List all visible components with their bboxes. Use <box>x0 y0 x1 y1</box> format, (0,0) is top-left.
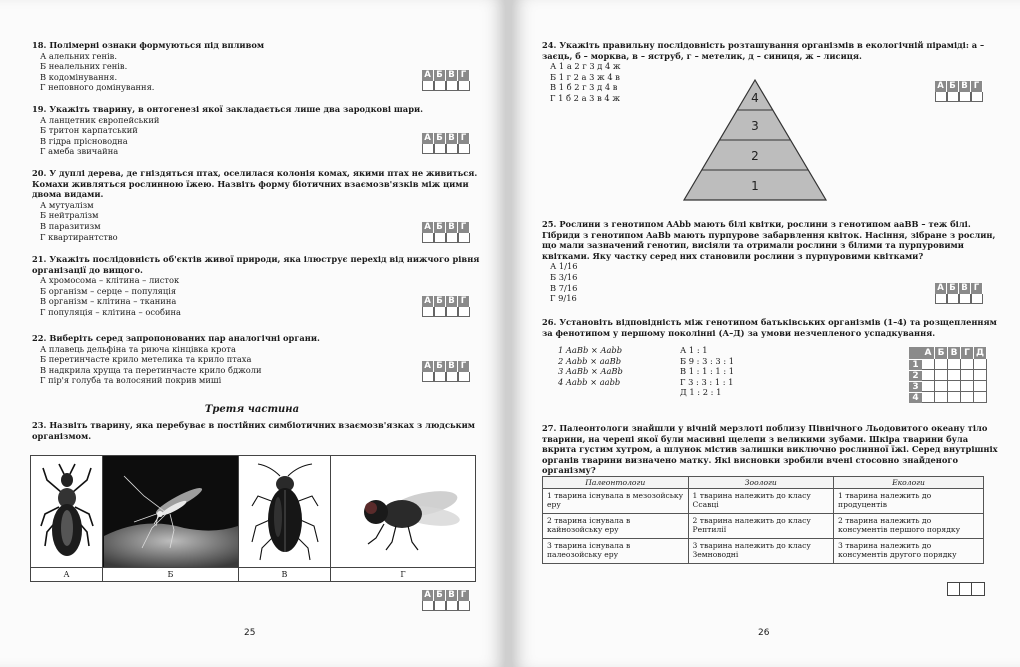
q18-option-a: А алельних генів. <box>40 50 117 61</box>
q23-label-a: А <box>31 567 102 581</box>
q24-option-a: А 1 а 2 г 3 д 4 ж <box>550 61 621 72</box>
q26-left-2: 2 Aabb × aaBb <box>558 355 622 366</box>
page-number-left: 25 <box>244 628 256 638</box>
question-21 <box>32 254 482 318</box>
q25-option-b: Б 3/16 <box>550 271 578 282</box>
table-row: 2 тварина існувала в кайнозойську еру 2 тварина належить до класу Рептилії 2 тварина належить до консументів першого порядку <box>543 514 984 539</box>
q25-answer-box[interactable]: А Б В Г <box>935 283 983 304</box>
q26-left-column <box>550 345 670 387</box>
q23-label-c: В <box>239 567 330 581</box>
q27-header-zoologists: Зоологи <box>688 477 834 489</box>
question-23 <box>32 420 477 441</box>
pyramid-level-4: 4 <box>751 91 759 105</box>
question-19 <box>32 104 482 157</box>
q19-option-b: Б тритон карпатський <box>40 125 138 136</box>
q20-option-b: Б нейтралізм <box>40 210 99 221</box>
q19-option-d: Г амеба звичайна <box>40 146 119 157</box>
cockroach-icon <box>250 462 320 562</box>
fly-icon <box>338 472 468 552</box>
question-25 <box>542 219 1000 304</box>
q21-option-b: Б організм – серце – популяція <box>40 285 177 296</box>
q19-answer-box[interactable]: А Б В Г <box>422 133 470 154</box>
pyramid-level-1: 1 <box>751 179 759 193</box>
q23-title: 23. Назвіть тварину, яка перебуває в постійних симбіотичних взаємозв'язках з людським організмом. <box>32 420 475 441</box>
q24-option-d: Г 1 б 2 а 3 в 4 ж <box>550 92 620 103</box>
question-18 <box>32 40 482 93</box>
q25-option-d: Г 9/16 <box>550 293 577 304</box>
q23-image-a[interactable] <box>31 456 103 581</box>
pyramid-level-3: 3 <box>751 119 759 133</box>
q26-right-c: В 1 : 1 : 1 : 1 <box>680 366 735 377</box>
q23-image-b[interactable] <box>103 456 239 581</box>
q20-option-a: А мутуалізм <box>40 199 94 210</box>
question-20 <box>32 168 482 242</box>
q26-left-1: 1 AaBb × Aabb <box>558 345 623 355</box>
q21-option-d: Г популяція – клітина – особина <box>40 306 181 317</box>
q18-answer-box[interactable]: А Б В Г <box>422 70 470 91</box>
table-row: 3 тварина існувала в палеозойську еру 3 тварина належить до класу Земноводні 3 тварина належить до консументів другого порядку <box>543 539 984 564</box>
q19-option-c: В гідра прісноводна <box>40 135 128 146</box>
q19-title: 19. Укажіть тварину, в онтогенезі якої закладається лише два зародкові шари. <box>32 104 424 114</box>
q23-image-c[interactable] <box>239 456 331 581</box>
q23-image-row <box>30 455 476 582</box>
q18-title: 18. Полімерні ознаки формуються під впливом <box>32 40 265 50</box>
q23-image-d[interactable] <box>331 456 475 581</box>
q26-right-b: Б 9 : 3 : 3 : 1 <box>680 355 735 366</box>
q23-label-b: Б <box>103 567 238 581</box>
q24-option-b: Б 1 г 2 а 3 ж 4 в <box>550 71 620 82</box>
ecological-pyramid <box>680 76 830 204</box>
q21-option-a: А хромосома – клітина – листок <box>40 275 180 286</box>
q22-option-a: А плавець дельфіна та риюча кінцівка крота <box>40 343 236 354</box>
question-22 <box>32 333 482 386</box>
q20-answer-box[interactable]: А Б В Г <box>422 222 470 243</box>
q24-answer-box[interactable]: А Б В Г <box>935 81 983 102</box>
q26-right-a: А 1 : 1 <box>680 345 708 355</box>
q24-option-c: В 1 б 2 г 3 д 4 в <box>550 82 618 93</box>
q27-header-paleontologists: Палеонтологи <box>543 477 689 489</box>
q24-title: 24. Укажіть правильну послідовність розташування організмів в екологічній піраміді: а – заєць, б – морква, в – яструб, г – метелик, д – синиця, ж – лисиця. <box>542 40 985 61</box>
q21-option-c: В організм – клітина – тканина <box>40 296 177 307</box>
q20-title: 20. У дуплі дерева, де гніздяться птах, оселилася колонія комах, якими птах не живиться. Комахи живляться рослинною їжею. Назвіть форму біотичних взаємозв'язків між цими двома видами. <box>32 168 478 200</box>
q23-label-d: Г <box>331 567 475 581</box>
q26-title: 26. Установіть відповідність між генотипом батьківських організмів (1–4) та розщепленням за фенотипом у першому поколінні (А–Д) за умови незчепленого успадкування. <box>542 317 997 338</box>
q25-title: 25. Рослини з генотипом AAbb мають білі квітки, рослини з генотипом aaBB – теж білі. Гібриди з генотипом AaBb мають пурпурове забарвлення квіток. Насіння, зібране з рослин, що мали зазначений генотип, висіяли та отримали рослини з білими та пурпуровими квітками. Яку частку серед них становили рослини з пурпуровими квітками? <box>542 219 996 261</box>
q20-option-d: Г квартирантство <box>40 231 118 242</box>
q27-answer-box[interactable] <box>947 582 985 596</box>
q25-option-c: В 7/16 <box>550 282 578 293</box>
q26-left-3: 3 AaBb × AaBb <box>558 366 623 377</box>
page-number-right: 26 <box>758 628 770 638</box>
q26-right-column <box>672 345 812 398</box>
q26-answer-grid[interactable]: А Б В Г Д 1 2 3 4 <box>909 347 987 403</box>
q21-title: 21. Укажіть послідовність об'єктів живої природи, яка ілюструє перехід від нижчого рівня організації до вищого. <box>32 254 480 275</box>
q18-option-c: В кодомінування. <box>40 71 118 82</box>
q18-option-b: Б неалельних генів. <box>40 61 128 72</box>
q22-title: 22. Виберіть серед запропонованих пар аналогічні органи. <box>32 333 320 343</box>
q26-right-e: Д 1 : 2 : 1 <box>680 387 722 398</box>
mosquito-icon <box>104 456 238 567</box>
left-page <box>0 0 505 667</box>
q18-answer-cell[interactable] <box>422 81 434 91</box>
q27-title: 27. Палеонтологи знайшли у вічній мерзлоті поблизу Північного Льодовитого океану тіло тварини, на черепі якої були масивні щелепи з великими зубами. Шкіра тварини була вкрита густим хутром, а шлунок містив залишки виключно рослинної їжі. Серед внутрішніх органів тварини визначено матку. Які висновки зробили вчені стосовно знайденого організму? <box>542 423 998 476</box>
q26-left-4: 4 Aabb × aabb <box>558 376 621 387</box>
q22-answer-box[interactable]: А Б В Г <box>422 361 470 382</box>
louse-icon <box>39 462 95 562</box>
q20-option-c: В паразитизм <box>40 220 101 231</box>
q27-table <box>542 476 984 564</box>
q22-option-d: Г пір'я голуба та волосяний покрив миші <box>40 375 222 386</box>
q25-option-a: А 1/16 <box>550 261 578 272</box>
q27-header-ecologists: Екологи <box>834 477 984 489</box>
q19-option-a: А ланцетник європейський <box>40 114 160 125</box>
q18-option-d: Г неповного домінування. <box>40 82 155 93</box>
question-26 <box>542 317 1000 338</box>
q21-answer-box[interactable]: А Б В Г <box>422 296 470 317</box>
q22-option-b: Б перетинчасте крило метелика та крило птаха <box>40 354 252 365</box>
q26-right-d: Г 3 : 3 : 1 : 1 <box>680 376 734 387</box>
q22-option-c: В надкрила хруща та перетинчасте крило бджоли <box>40 364 262 375</box>
pyramid-level-2: 2 <box>751 149 759 163</box>
right-page <box>512 0 1020 667</box>
question-27 <box>542 423 1000 476</box>
section-title: Третя частина <box>204 404 300 415</box>
table-row: 1 тварина існувала в мезозойську еру 1 тварина належить до класу Ссавці 1 тварина належить до продуцентів <box>543 489 984 514</box>
q23-answer-box[interactable]: А Б В Г <box>422 590 470 611</box>
